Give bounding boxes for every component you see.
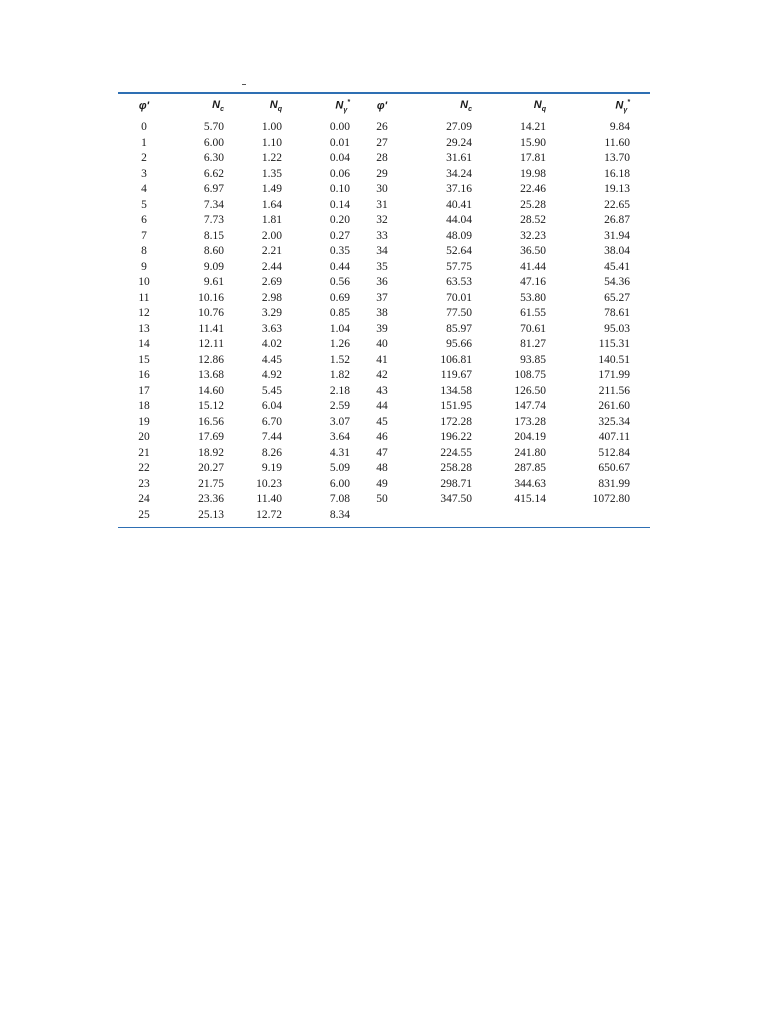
cell-phi-1: 16 <box>138 369 150 381</box>
cell-ngamma-2: 26.87 <box>604 214 630 226</box>
cell-ngamma-2: 1072.80 <box>592 493 630 505</box>
cell-nc-1: 8.15 <box>203 229 224 242</box>
header-nc-2: $N_c$ <box>460 98 472 114</box>
cell-nc-1: 10.76 <box>198 307 224 319</box>
cell-nq-2: 14.21 <box>520 121 546 133</box>
table-row <box>118 492 650 508</box>
cell-ngamma-2: 171.99 <box>598 369 630 381</box>
table-row <box>118 368 650 384</box>
header-ngamma-1: $N_\gamma^*$ <box>335 98 350 114</box>
cell-ngamma-2: 31.94 <box>604 229 630 242</box>
cell-phi-1: 4 <box>141 183 147 195</box>
cell-nq-2 <box>486 508 558 528</box>
cell-nc-2: 258.28 <box>440 462 472 474</box>
cell-ngamma-2: 54.36 <box>604 276 630 288</box>
cell-nc-2: 77.50 <box>446 307 472 319</box>
cell-nq-1: 2.44 <box>261 260 282 273</box>
cell-phi-2: 47 <box>376 446 388 459</box>
cell-nc-2 <box>400 508 486 528</box>
cell-phi-1: 19 <box>138 415 150 428</box>
cell-ngamma-2: 115.31 <box>598 338 630 350</box>
cell-nq-2: 53.80 <box>520 291 546 304</box>
cell-ngamma-2: 140.51 <box>598 353 630 366</box>
cell-nc-2: 34.24 <box>446 167 472 180</box>
cell-ngamma-1: 0.00 <box>329 121 350 133</box>
cell-phi-2: 45 <box>376 415 388 428</box>
cell-ngamma-1: 0.27 <box>329 229 350 242</box>
table-row <box>118 384 650 400</box>
cell-nc-1: 8.60 <box>203 245 224 257</box>
cell-phi-1: 3 <box>141 167 147 180</box>
cell-ngamma-2: 831.99 <box>598 477 630 490</box>
cell-phi-2: 35 <box>376 260 388 273</box>
cell-nq-2: 93.85 <box>520 353 546 366</box>
cell-phi-2: 29 <box>376 167 388 180</box>
cell-phi-2: 42 <box>376 369 388 381</box>
cell-nc-2: 151.95 <box>440 400 472 412</box>
cell-nq-1: 4.45 <box>261 353 282 366</box>
cell-nc-2: 134.58 <box>440 384 472 397</box>
header-row <box>118 94 650 118</box>
cell-phi-1: 1 <box>141 136 147 149</box>
cell-ngamma-1: 3.64 <box>329 431 350 443</box>
cell-phi-1: 8 <box>141 245 147 257</box>
cell-ngamma-1: 0.35 <box>329 245 350 257</box>
table-row <box>118 322 650 338</box>
cell-ngamma-1: 1.82 <box>329 369 350 381</box>
table-row <box>118 399 650 415</box>
table-row <box>118 446 650 462</box>
cell-nc-1: 6.62 <box>203 167 224 180</box>
cell-nc-1: 25.13 <box>198 508 224 521</box>
header-phi-2: φ' <box>376 100 388 112</box>
cell-nc-2: 347.50 <box>440 493 472 505</box>
cell-nq-2: 415.14 <box>514 493 546 505</box>
cell-nc-2: 37.16 <box>446 183 472 195</box>
cell-nc-2: 119.67 <box>440 369 472 381</box>
cell-nc-2: 40.41 <box>446 198 472 211</box>
header-nq-1: $N_q$ <box>269 98 282 114</box>
cell-nc-2: 70.01 <box>446 291 472 304</box>
cell-ngamma-1: 0.69 <box>329 291 350 304</box>
cell-ngamma-1: 5.09 <box>329 462 350 474</box>
cell-nc-2: 95.66 <box>446 338 472 350</box>
cell-phi-1: 12 <box>138 307 150 319</box>
cell-ngamma-2: 95.03 <box>604 322 630 335</box>
table-row <box>118 508 650 528</box>
cell-ngamma-1: 0.06 <box>329 167 350 180</box>
cell-ngamma-1: 4.31 <box>329 446 350 459</box>
table-row <box>118 461 650 477</box>
cell-ngamma-1: 8.34 <box>329 508 350 521</box>
cell-phi-2: 32 <box>376 214 388 226</box>
cell-nc-1: 20.27 <box>198 462 224 474</box>
cell-phi-1: 24 <box>138 493 150 505</box>
cell-phi-2: 36 <box>376 276 388 288</box>
cell-nq-2: 70.61 <box>520 322 546 335</box>
bearing-capacity-table <box>118 92 650 528</box>
cell-nq-2: 173.28 <box>514 415 546 428</box>
cell-phi-2: 37 <box>376 291 388 304</box>
cell-nc-1: 17.69 <box>198 431 224 443</box>
cell-phi-1: 14 <box>138 338 150 350</box>
cell-nq-1: 4.92 <box>261 369 282 381</box>
cell-nq-1: 11.40 <box>256 493 282 505</box>
cell-nc-2: 27.09 <box>446 121 472 133</box>
cell-phi-1: 17 <box>138 384 150 397</box>
cell-phi-2: 43 <box>376 384 388 397</box>
cell-ngamma-2: 261.60 <box>598 400 630 412</box>
cell-ngamma-2: 38.04 <box>604 245 630 257</box>
cell-nq-1: 1.22 <box>261 152 282 164</box>
table-bottom-rule <box>118 527 650 528</box>
cell-nc-1: 7.34 <box>203 198 224 211</box>
cell-ngamma-2: 45.41 <box>604 260 630 273</box>
cell-ngamma-1: 0.56 <box>329 276 350 288</box>
cell-nq-2: 19.98 <box>520 167 546 180</box>
cell-phi-1: 13 <box>138 322 150 335</box>
cell-nq-2: 47.16 <box>520 276 546 288</box>
cell-ngamma-1: 2.18 <box>329 384 350 397</box>
cell-nq-1: 9.19 <box>261 462 282 474</box>
cell-phi-1: 22 <box>138 462 150 474</box>
cell-nc-2: 298.71 <box>440 477 472 490</box>
cell-ngamma-1: 0.10 <box>329 183 350 195</box>
cell-nq-1: 12.72 <box>256 508 282 521</box>
cell-phi-1: 7 <box>141 229 147 242</box>
cell-nq-2: 61.55 <box>520 307 546 319</box>
cell-phi-1: 0 <box>141 121 147 133</box>
cell-nq-1: 1.49 <box>261 183 282 195</box>
table-row <box>118 182 650 198</box>
cell-phi-2: 30 <box>376 183 388 195</box>
cell-nc-2: 85.97 <box>446 322 472 335</box>
cell-nc-1: 5.70 <box>203 121 224 133</box>
cell-nq-1: 8.26 <box>261 446 282 459</box>
cell-nc-1: 10.16 <box>198 291 224 304</box>
cell-nq-1: 2.69 <box>261 276 282 288</box>
cell-nc-1: 13.68 <box>198 369 224 381</box>
cell-nq-1: 4.02 <box>261 338 282 350</box>
cell-ngamma-2: 650.67 <box>598 462 630 474</box>
cell-ngamma-2: 512.84 <box>598 446 630 459</box>
table-row <box>118 275 650 291</box>
cell-nq-1: 3.29 <box>261 307 282 319</box>
cell-phi-2: 33 <box>376 229 388 242</box>
cell-phi-2: 38 <box>376 307 388 319</box>
cell-phi-2: 50 <box>376 493 388 505</box>
cell-nc-2: 48.09 <box>446 229 472 242</box>
cell-phi-1: 5 <box>141 198 147 211</box>
cell-nq-1: 1.81 <box>261 214 282 226</box>
cell-nq-2: 15.90 <box>520 136 546 149</box>
table-row <box>118 415 650 431</box>
table-row <box>118 151 650 167</box>
cell-ngamma-2 <box>558 508 650 528</box>
cell-ngamma-2: 22.65 <box>604 198 630 211</box>
table-row <box>118 306 650 322</box>
cell-phi-1: 2 <box>141 152 147 164</box>
cell-phi-1: 21 <box>138 446 150 459</box>
table-row <box>118 430 650 446</box>
cell-ngamma-1: 0.20 <box>329 214 350 226</box>
cell-nq-1: 2.00 <box>261 229 282 242</box>
cell-phi-2: 31 <box>376 198 388 211</box>
cell-ngamma-2: 11.60 <box>604 136 630 149</box>
cell-nq-2: 81.27 <box>520 338 546 350</box>
cell-nq-1: 2.21 <box>261 245 282 257</box>
table-row <box>118 353 650 369</box>
cell-nc-1: 9.09 <box>203 260 224 273</box>
cell-nq-1: 2.98 <box>261 291 282 304</box>
cell-ngamma-2: 19.13 <box>604 183 630 195</box>
table-row <box>118 244 650 260</box>
cell-nc-2: 224.55 <box>440 446 472 459</box>
cell-phi-2: 49 <box>376 477 388 490</box>
cell-nq-2: 126.50 <box>514 384 546 397</box>
cell-ngamma-1: 2.59 <box>329 400 350 412</box>
cell-nc-2: 63.53 <box>446 276 472 288</box>
cell-nc-1: 15.12 <box>198 400 224 412</box>
cell-ngamma-2: 9.84 <box>609 121 630 133</box>
cell-nc-1: 12.86 <box>198 353 224 366</box>
table-row <box>118 477 650 493</box>
header-ngamma-2: $N_\gamma^*$ <box>615 98 630 114</box>
cell-phi-2: 48 <box>376 462 388 474</box>
table-row <box>118 291 650 307</box>
cell-nc-1: 21.75 <box>198 477 224 490</box>
cell-phi-2: 44 <box>376 400 388 412</box>
cell-nq-1: 6.70 <box>261 415 282 428</box>
cell-nc-1: 12.11 <box>198 338 224 350</box>
cell-ngamma-1: 0.44 <box>329 260 350 273</box>
cell-nc-2: 44.04 <box>446 214 472 226</box>
cell-ngamma-2: 78.61 <box>604 307 630 319</box>
cell-ngamma-1: 7.08 <box>329 493 350 505</box>
cell-ngamma-2: 13.70 <box>604 152 630 164</box>
cell-nq-2: 147.74 <box>514 400 546 412</box>
cell-nq-1: 1.00 <box>261 121 282 133</box>
cell-ngamma-2: 16.18 <box>604 167 630 180</box>
header-phi-1: φ' <box>138 100 150 112</box>
cell-nq-2: 22.46 <box>520 183 546 195</box>
cell-nc-1: 7.73 <box>203 214 224 226</box>
cell-ngamma-1: 3.07 <box>329 415 350 428</box>
cell-nq-2: 17.81 <box>520 152 546 164</box>
cell-nq-1: 1.10 <box>261 136 282 149</box>
cell-phi-1: 15 <box>138 353 150 366</box>
cell-nq-2: 287.85 <box>514 462 546 474</box>
cell-nq-2: 108.75 <box>514 369 546 381</box>
cell-nq-2: 25.28 <box>520 198 546 211</box>
cell-nq-2: 344.63 <box>514 477 546 490</box>
cell-phi-1: 6 <box>141 214 147 226</box>
cell-nc-1: 16.56 <box>198 415 224 428</box>
cell-ngamma-1: 6.00 <box>329 477 350 490</box>
cell-ngamma-1: 1.04 <box>329 322 350 335</box>
cell-nc-1: 14.60 <box>198 384 224 397</box>
table-row <box>118 337 650 353</box>
cell-nq-1: 6.04 <box>261 400 282 412</box>
cell-phi-2: 26 <box>376 121 388 133</box>
cell-phi-2: 40 <box>376 338 388 350</box>
cell-nq-1: 1.64 <box>261 198 282 211</box>
table-row <box>118 229 650 245</box>
cell-nc-1: 18.92 <box>198 446 224 459</box>
header-nc-1: $N_c$ <box>212 98 224 114</box>
factors-table <box>118 94 650 527</box>
cell-nq-1: 10.23 <box>256 477 282 490</box>
cell-nc-2: 196.22 <box>440 431 472 443</box>
cell-phi-2 <box>364 508 400 528</box>
cell-phi-2: 34 <box>376 245 388 257</box>
cell-nq-2: 36.50 <box>520 245 546 257</box>
cell-phi-2: 39 <box>376 322 388 335</box>
cell-ngamma-2: 211.56 <box>598 384 630 397</box>
cell-ngamma-2: 325.34 <box>598 415 630 428</box>
cell-nc-2: 31.61 <box>446 152 472 164</box>
cell-phi-1: 9 <box>141 260 147 273</box>
cell-nc-1: 6.97 <box>203 183 224 195</box>
cell-nc-1: 23.36 <box>198 493 224 505</box>
cell-nq-1: 3.63 <box>261 322 282 335</box>
cell-phi-1: 10 <box>138 276 150 288</box>
cell-ngamma-1: 0.14 <box>329 198 350 211</box>
cell-ngamma-2: 65.27 <box>604 291 630 304</box>
cell-nq-2: 41.44 <box>520 260 546 273</box>
cell-nc-2: 106.81 <box>440 353 472 366</box>
table-row <box>118 118 650 136</box>
cell-phi-1: 20 <box>138 431 150 443</box>
table-row <box>118 198 650 214</box>
cell-phi-1: 23 <box>138 477 150 490</box>
cell-ngamma-1: 1.26 <box>329 338 350 350</box>
cell-ngamma-1: 0.85 <box>329 307 350 319</box>
stray-mark <box>242 84 246 85</box>
cell-phi-1: 25 <box>138 508 150 521</box>
cell-nc-1: 9.61 <box>203 276 224 288</box>
cell-nq-2: 241.80 <box>514 446 546 459</box>
header-nq-2: $N_q$ <box>533 98 546 114</box>
cell-phi-2: 27 <box>376 136 388 149</box>
table-row <box>118 167 650 183</box>
cell-phi-2: 46 <box>376 431 388 443</box>
cell-ngamma-1: 0.04 <box>329 152 350 164</box>
cell-nq-1: 7.44 <box>261 431 282 443</box>
cell-nq-2: 32.23 <box>520 229 546 242</box>
cell-nq-1: 1.35 <box>261 167 282 180</box>
cell-phi-1: 18 <box>138 400 150 412</box>
cell-ngamma-1: 0.01 <box>329 136 350 149</box>
table-body <box>118 118 650 527</box>
cell-nq-2: 28.52 <box>520 214 546 226</box>
cell-ngamma-2: 407.11 <box>598 431 630 443</box>
cell-phi-2: 28 <box>376 152 388 164</box>
cell-nq-2: 204.19 <box>514 431 546 443</box>
cell-nc-2: 172.28 <box>440 415 472 428</box>
cell-phi-2: 41 <box>376 353 388 366</box>
cell-ngamma-1: 1.52 <box>329 353 350 366</box>
cell-nc-2: 29.24 <box>446 136 472 149</box>
cell-nc-1: 11.41 <box>198 322 224 335</box>
table-row <box>118 213 650 229</box>
cell-nq-1: 5.45 <box>261 384 282 397</box>
cell-nc-2: 52.64 <box>446 245 472 257</box>
cell-nc-2: 57.75 <box>446 260 472 273</box>
table-row <box>118 260 650 276</box>
cell-nc-1: 6.30 <box>203 152 224 164</box>
cell-phi-1: 11 <box>138 291 150 304</box>
table-row <box>118 136 650 152</box>
cell-nc-1: 6.00 <box>203 136 224 149</box>
